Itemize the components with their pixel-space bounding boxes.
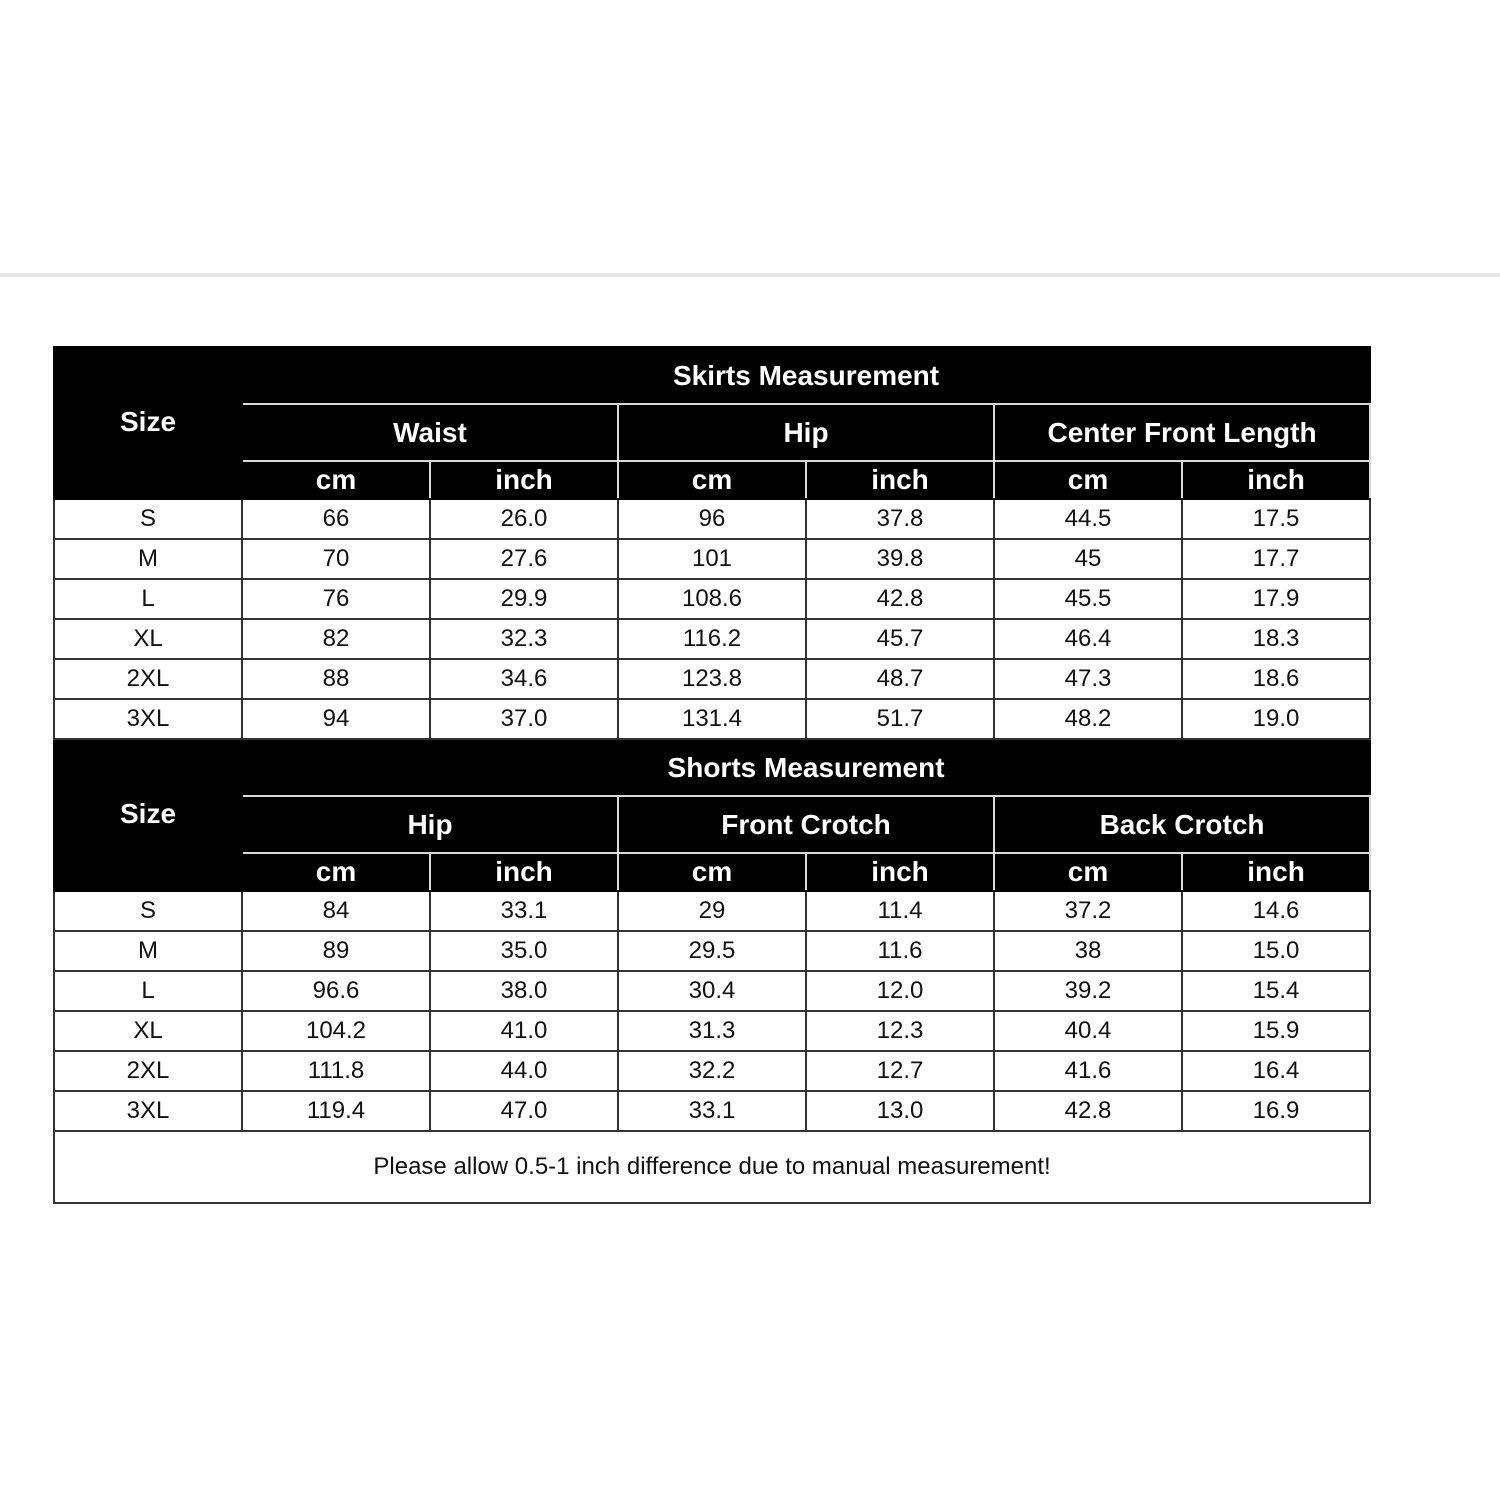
value-cell: 37.8 <box>806 499 994 539</box>
value-cell: 44.0 <box>430 1051 618 1091</box>
shorts-group-front-crotch: Front Crotch <box>618 796 994 853</box>
value-cell: 39.8 <box>806 539 994 579</box>
value-cell: 38.0 <box>430 971 618 1011</box>
shorts-section-title: Shorts Measurement <box>242 739 1370 796</box>
value-cell: 12.0 <box>806 971 994 1011</box>
shorts-data-row <box>54 891 1370 931</box>
value-cell: 47.3 <box>994 659 1182 699</box>
skirts-unit-header: cm <box>994 461 1182 499</box>
value-cell: 11.4 <box>806 891 994 931</box>
value-cell: 111.8 <box>242 1051 430 1091</box>
shorts-group-back-crotch: Back Crotch <box>994 796 1370 853</box>
value-cell: 38 <box>994 931 1182 971</box>
size-chart-body <box>54 347 1370 1203</box>
value-cell: 26.0 <box>430 499 618 539</box>
size-cell: 3XL <box>54 699 242 739</box>
value-cell: 18.3 <box>1182 619 1370 659</box>
value-cell: 45.7 <box>806 619 994 659</box>
size-cell: 2XL <box>54 659 242 699</box>
shorts-unit-row <box>54 853 1370 891</box>
value-cell: 101 <box>618 539 806 579</box>
shorts-unit-header: cm <box>242 853 430 891</box>
value-cell: 39.2 <box>994 971 1182 1011</box>
skirts-unit-header: inch <box>806 461 994 499</box>
skirts-group-waist: Waist <box>242 404 618 461</box>
value-cell: 17.7 <box>1182 539 1370 579</box>
value-cell: 41.0 <box>430 1011 618 1051</box>
value-cell: 44.5 <box>994 499 1182 539</box>
value-cell: 94 <box>242 699 430 739</box>
value-cell: 11.6 <box>806 931 994 971</box>
skirts-title-row <box>54 347 1370 404</box>
skirts-unit-row <box>54 461 1370 499</box>
value-cell: 82 <box>242 619 430 659</box>
value-cell: 32.3 <box>430 619 618 659</box>
shorts-data-row <box>54 971 1370 1011</box>
value-cell: 42.8 <box>806 579 994 619</box>
value-cell: 47.0 <box>430 1091 618 1131</box>
shorts-unit-header: inch <box>430 853 618 891</box>
value-cell: 12.3 <box>806 1011 994 1051</box>
skirts-unit-header: inch <box>430 461 618 499</box>
value-cell: 27.6 <box>430 539 618 579</box>
value-cell: 29.5 <box>618 931 806 971</box>
skirts-data-row <box>54 499 1370 539</box>
shorts-data-row <box>54 1011 1370 1051</box>
value-cell: 116.2 <box>618 619 806 659</box>
size-cell: 3XL <box>54 1091 242 1131</box>
skirts-unit-header: cm <box>618 461 806 499</box>
value-cell: 96.6 <box>242 971 430 1011</box>
value-cell: 108.6 <box>618 579 806 619</box>
size-cell: S <box>54 499 242 539</box>
value-cell: 29 <box>618 891 806 931</box>
value-cell: 19.0 <box>1182 699 1370 739</box>
value-cell: 31.3 <box>618 1011 806 1051</box>
skirts-data-row <box>54 579 1370 619</box>
value-cell: 48.7 <box>806 659 994 699</box>
value-cell: 29.9 <box>430 579 618 619</box>
value-cell: 34.6 <box>430 659 618 699</box>
size-chart-table <box>53 346 1371 1204</box>
value-cell: 16.9 <box>1182 1091 1370 1131</box>
value-cell: 96 <box>618 499 806 539</box>
value-cell: 17.9 <box>1182 579 1370 619</box>
skirts-group-row <box>54 404 1370 461</box>
value-cell: 104.2 <box>242 1011 430 1051</box>
shorts-title-row <box>54 739 1370 796</box>
value-cell: 15.0 <box>1182 931 1370 971</box>
shorts-size-header: Size <box>54 739 242 891</box>
shorts-unit-header: inch <box>806 853 994 891</box>
value-cell: 66 <box>242 499 430 539</box>
value-cell: 14.6 <box>1182 891 1370 931</box>
shorts-group-row <box>54 796 1370 853</box>
value-cell: 12.7 <box>806 1051 994 1091</box>
value-cell: 33.1 <box>618 1091 806 1131</box>
shorts-data-row <box>54 1051 1370 1091</box>
shorts-data-row <box>54 1091 1370 1131</box>
skirts-unit-header: cm <box>242 461 430 499</box>
size-cell: 2XL <box>54 1051 242 1091</box>
value-cell: 30.4 <box>618 971 806 1011</box>
value-cell: 46.4 <box>994 619 1182 659</box>
shorts-unit-header: cm <box>994 853 1182 891</box>
size-cell: L <box>54 971 242 1011</box>
value-cell: 89 <box>242 931 430 971</box>
value-cell: 51.7 <box>806 699 994 739</box>
value-cell: 35.0 <box>430 931 618 971</box>
size-cell: L <box>54 579 242 619</box>
value-cell: 41.6 <box>994 1051 1182 1091</box>
skirts-data-row <box>54 539 1370 579</box>
measurement-note: Please allow 0.5-1 inch difference due to manual measurement! <box>54 1131 1370 1203</box>
note-row <box>54 1131 1370 1203</box>
value-cell: 37.0 <box>430 699 618 739</box>
skirts-group-hip: Hip <box>618 404 994 461</box>
value-cell: 40.4 <box>994 1011 1182 1051</box>
value-cell: 123.8 <box>618 659 806 699</box>
size-cell: XL <box>54 1011 242 1051</box>
skirts-unit-header: inch <box>1182 461 1370 499</box>
value-cell: 15.9 <box>1182 1011 1370 1051</box>
size-cell: XL <box>54 619 242 659</box>
shorts-group-hip: Hip <box>242 796 618 853</box>
skirts-section-title: Skirts Measurement <box>242 347 1370 404</box>
skirts-data-row <box>54 659 1370 699</box>
skirts-data-row <box>54 619 1370 659</box>
size-cell: S <box>54 891 242 931</box>
value-cell: 16.4 <box>1182 1051 1370 1091</box>
value-cell: 37.2 <box>994 891 1182 931</box>
value-cell: 32.2 <box>618 1051 806 1091</box>
value-cell: 48.2 <box>994 699 1182 739</box>
value-cell: 33.1 <box>430 891 618 931</box>
value-cell: 17.5 <box>1182 499 1370 539</box>
shorts-data-row <box>54 931 1370 971</box>
shorts-unit-header: inch <box>1182 853 1370 891</box>
value-cell: 131.4 <box>618 699 806 739</box>
value-cell: 15.4 <box>1182 971 1370 1011</box>
skirts-data-row <box>54 699 1370 739</box>
size-cell: M <box>54 931 242 971</box>
value-cell: 18.6 <box>1182 659 1370 699</box>
shorts-unit-header: cm <box>618 853 806 891</box>
value-cell: 13.0 <box>806 1091 994 1131</box>
value-cell: 42.8 <box>994 1091 1182 1131</box>
skirts-group-center-front-length: Center Front Length <box>994 404 1370 461</box>
top-divider <box>0 273 1500 277</box>
value-cell: 88 <box>242 659 430 699</box>
size-cell: M <box>54 539 242 579</box>
value-cell: 76 <box>242 579 430 619</box>
value-cell: 45 <box>994 539 1182 579</box>
skirts-size-header: Size <box>54 347 242 499</box>
value-cell: 84 <box>242 891 430 931</box>
value-cell: 45.5 <box>994 579 1182 619</box>
value-cell: 119.4 <box>242 1091 430 1131</box>
value-cell: 70 <box>242 539 430 579</box>
